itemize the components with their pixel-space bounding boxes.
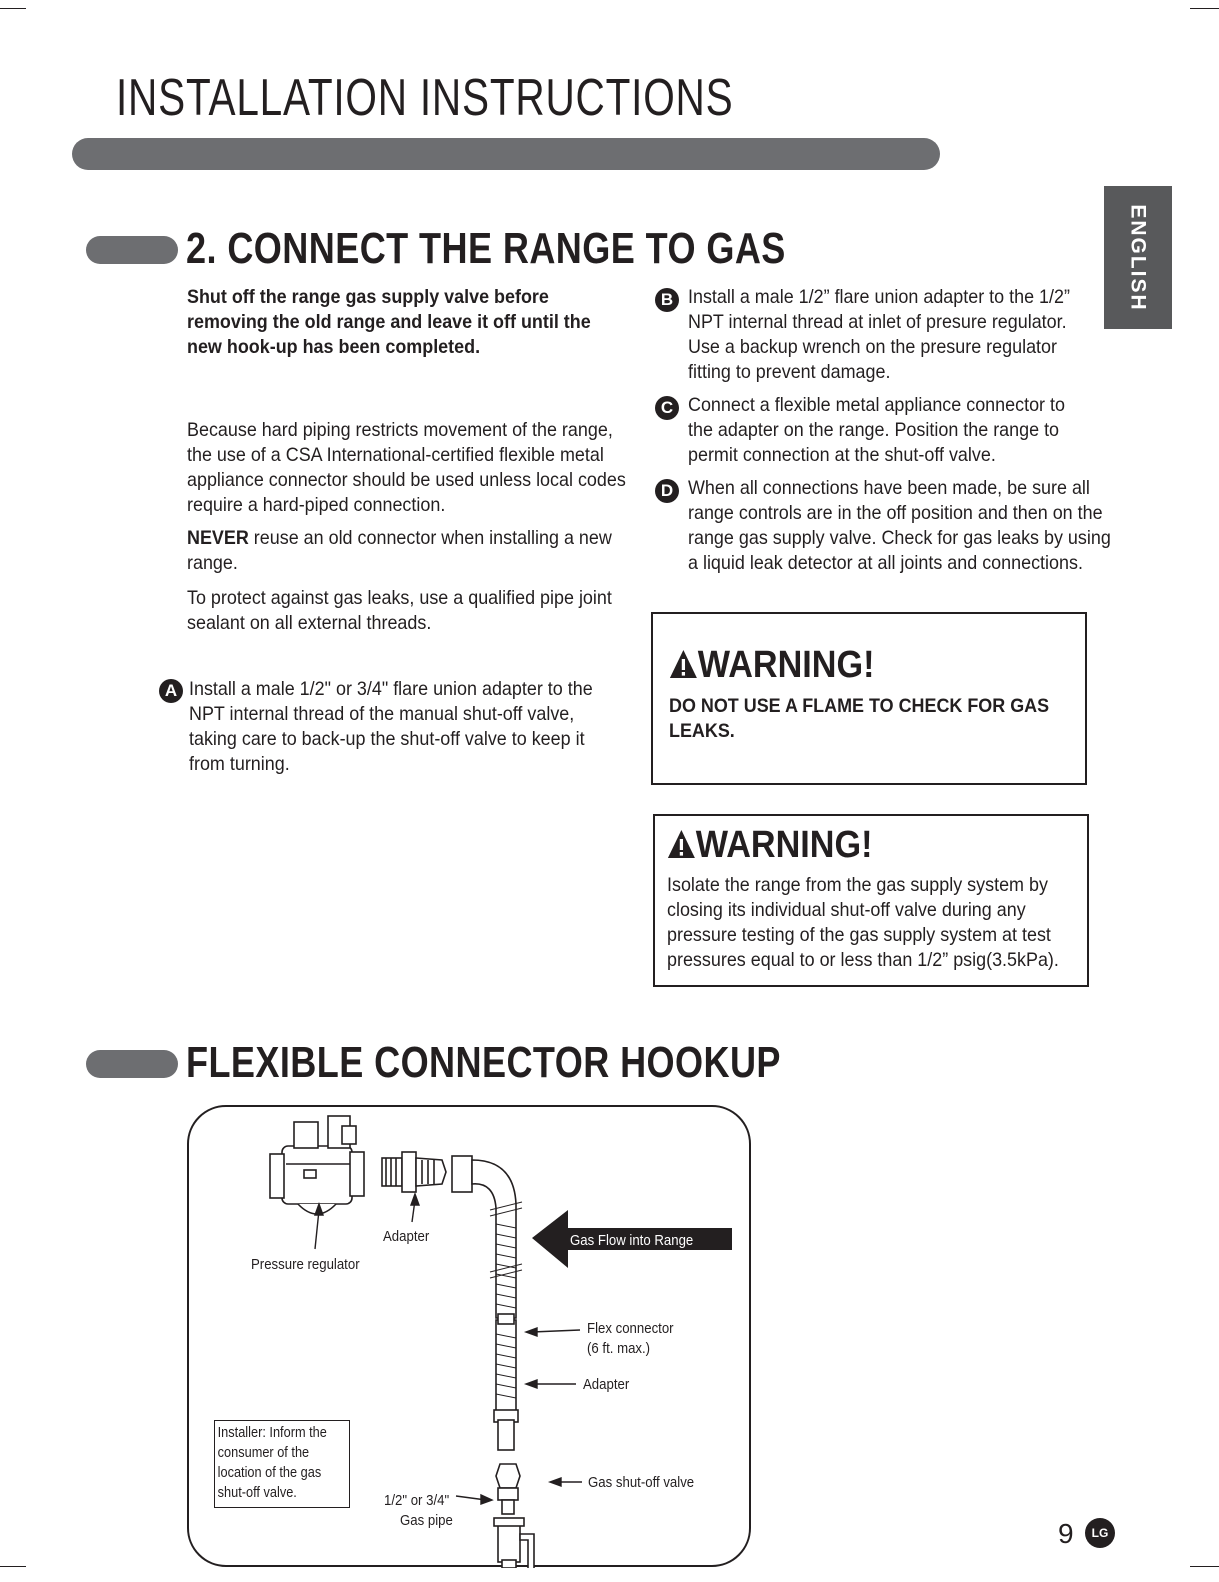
label-gas-pipe-size: 1/2" or 3/4" xyxy=(384,1492,450,1509)
page-number: 9 xyxy=(1058,1518,1074,1549)
sealant-paragraph: To protect against gas leaks, use a qualified pipe joint sealant on all external threads. xyxy=(187,587,612,634)
hard-piping-paragraph: Because hard piping restricts movement of the range, the use of a CSA International-certified flexible metal appliance connector should be used unless local codes require a hard-piped connection. xyxy=(187,419,626,516)
crop-mark xyxy=(1190,8,1219,9)
section-marker xyxy=(86,1050,178,1078)
step-a-marker: A xyxy=(159,679,183,703)
header-bar xyxy=(72,138,940,170)
crop-mark xyxy=(1190,1566,1219,1567)
shutoff-valve-icon xyxy=(494,1518,534,1568)
warning-box-flame xyxy=(651,612,1087,785)
warning-title: WARNING! xyxy=(669,644,874,687)
hookup-diagram xyxy=(186,1104,752,1568)
lg-logo-icon: LG xyxy=(1085,1518,1115,1548)
warning-triangle-icon xyxy=(667,829,696,859)
label-adapter-top: Adapter xyxy=(383,1228,430,1245)
step-a-text: Install a male 1/2" or 3/4" flare union adapter to the NPT internal thread of the manual shut-off valve, taking care to back-up the shut-off valve to keep it from turning. xyxy=(189,678,593,775)
intro-warning-text: Shut off the range gas supply valve before removing the old range and leave it off until the new hook-up has been completed. xyxy=(187,286,591,358)
label-gas-flow: Gas Flow into Range xyxy=(570,1232,694,1249)
label-adapter-bottom: Adapter xyxy=(583,1376,630,1393)
pressure-regulator-icon xyxy=(270,1116,364,1214)
crop-mark xyxy=(0,1566,26,1567)
page-header-title: INSTALLATION INSTRUCTIONS xyxy=(116,69,734,127)
label-flex-connector: Flex connector xyxy=(587,1320,674,1337)
bottom-adapter-icon xyxy=(496,1464,520,1514)
step-c-text: Connect a flexible metal appliance connector to the adapter on the range. Position the range to permit connection at the shut-off valve. xyxy=(688,394,1065,466)
never-rest: reuse an old connector when installing a new range. xyxy=(187,527,612,574)
section-heading-flex-hookup: FLEXIBLE CONNECTOR HOOKUP xyxy=(186,1038,781,1087)
top-adapter-icon xyxy=(382,1152,446,1192)
installer-note: Installer: Inform the consumer of the location of the gas shut-off valve. xyxy=(217,1425,327,1501)
section-heading-connect-gas: 2. CONNECT THE RANGE TO GAS xyxy=(186,224,786,273)
warning-text: DO NOT USE A FLAME TO CHECK FOR GAS LEAKS. xyxy=(669,695,1050,742)
step-b-text: Install a male 1/2” flare union adapter to the 1/2” NPT internal thread at inlet of presure regulator. Use a backup wrench on the presure regulator fitting to prevent damage. xyxy=(688,286,1070,383)
never-word: NEVER xyxy=(187,527,249,549)
step-c-marker: C xyxy=(655,396,679,420)
label-flex-connector-max: (6 ft. max.) xyxy=(587,1340,651,1357)
warning-box-pressure xyxy=(653,814,1089,987)
installer-note-box xyxy=(214,1420,350,1508)
crop-mark xyxy=(0,8,26,9)
flex-connector-icon xyxy=(452,1156,518,1450)
step-b-marker: B xyxy=(655,288,679,312)
language-tab: ENGLISH xyxy=(1104,186,1172,329)
warning-title: WARNING! xyxy=(667,824,872,867)
label-gas-pipe: Gas pipe xyxy=(400,1512,453,1529)
section-marker xyxy=(86,236,178,264)
step-d-text: When all connections have been made, be sure all range controls are in the off position and then on the range gas supply valve. Check for gas leaks by using a liquid leak detector at all joints and connections. xyxy=(688,477,1111,574)
label-shutoff-valve: Gas shut-off valve xyxy=(588,1474,695,1491)
warning-triangle-icon xyxy=(669,649,698,679)
step-d-marker: D xyxy=(655,479,679,503)
label-pressure-regulator: Pressure regulator xyxy=(251,1256,360,1273)
warning-text: Isolate the range from the gas supply system by closing its individual shut-off valve during any pressure testing of the gas supply system at test pressures equal to or less than 1/2” psig(3.5kPa). xyxy=(667,874,1059,971)
never-paragraph xyxy=(187,526,629,576)
